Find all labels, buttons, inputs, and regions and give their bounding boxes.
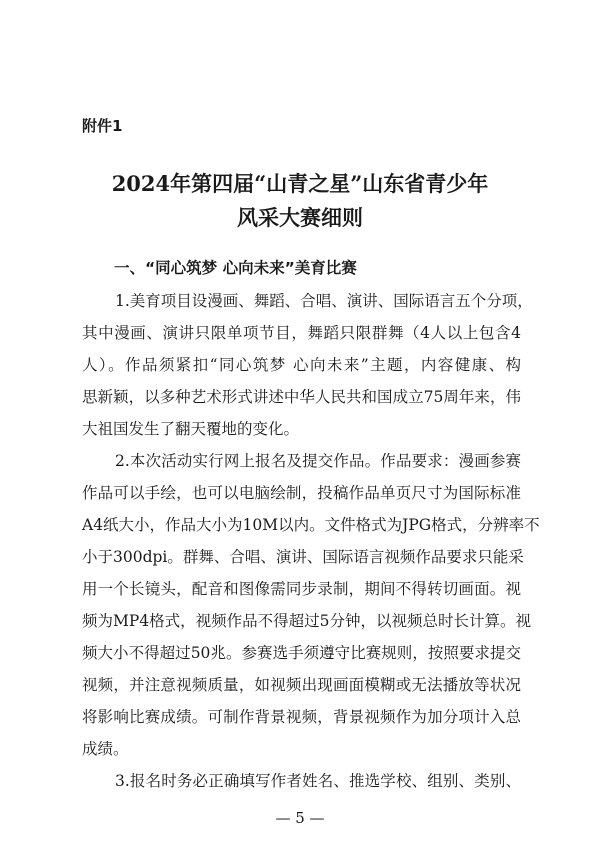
paragraph-2-line-5: 用一个长镜头，配音和图像需同步录制，期间不得转切画面。视 (82, 580, 521, 598)
paragraph-1-line-1: 1.美育项目设漫画、舞蹈、合唱、演讲、国际语言五个分项， (115, 292, 533, 310)
paragraph-2-line-2: 作品可以手绘，也可以电脑绘制，投稿作品单页尺寸为国际标准 (82, 484, 521, 502)
paragraph-1-line-2: 其中漫画、演讲只限单项节目，舞蹈只限群舞（4人以上包含4 (82, 324, 521, 342)
page-number: — 5 — (275, 809, 325, 827)
paragraph-1-line-4: 思新颖，以多种艺术形式讲述中华人民共和国成立75周年来，伟 (82, 388, 521, 406)
section-heading: 一、“同心筑梦 心向未来”美育比赛 (114, 259, 357, 277)
paragraph-2-line-8: 视频，并注意视频质量，如视频出现画面模糊或无法播放等状况 (82, 676, 521, 694)
paragraph-2-line-4: 小于300dpi。群舞、合唱、演讲、国际语言视频作品要求只能采 (82, 548, 524, 566)
paragraph-2-line-7: 频大小不得超过50兆。参赛选手须遵守比赛规则，按照要求提交 (82, 644, 521, 662)
paragraph-1-line-3: 人）。作品须紧扣“同心筑梦 心向未来”主题，内容健康、构 (82, 356, 521, 374)
paragraph-2-line-9: 将影响比赛成绩。可制作背景视频，背景视频作为加分项计入总 (82, 708, 521, 726)
paragraph-2-line-10: 成绩。 (82, 740, 129, 758)
document-title-line-2: 风采大赛细则 (237, 205, 363, 230)
paragraph-2-line-3: A4纸大小，作品大小为10M以内。文件格式为JPG格式，分辨率不 (82, 516, 540, 534)
attachment-label: 附件1 (82, 117, 123, 135)
paragraph-2-line-6: 频为MP4格式，视频作品不得超过5分钟，以视频总时长计算。视 (82, 612, 532, 630)
document-title-line-1: 2024年第四届“山青之星”山东省青少年 (111, 171, 489, 196)
paragraph-1-line-5: 大祖国发生了翻天覆地的变化。 (82, 420, 300, 438)
paragraph-3-line-1: 3.报名时务必正确填写作者姓名、推选学校、组别、类别、 (115, 772, 521, 790)
paragraph-2-line-1: 2.本次活动实行网上报名及提交作品。作品要求：漫画参赛 (115, 452, 521, 470)
